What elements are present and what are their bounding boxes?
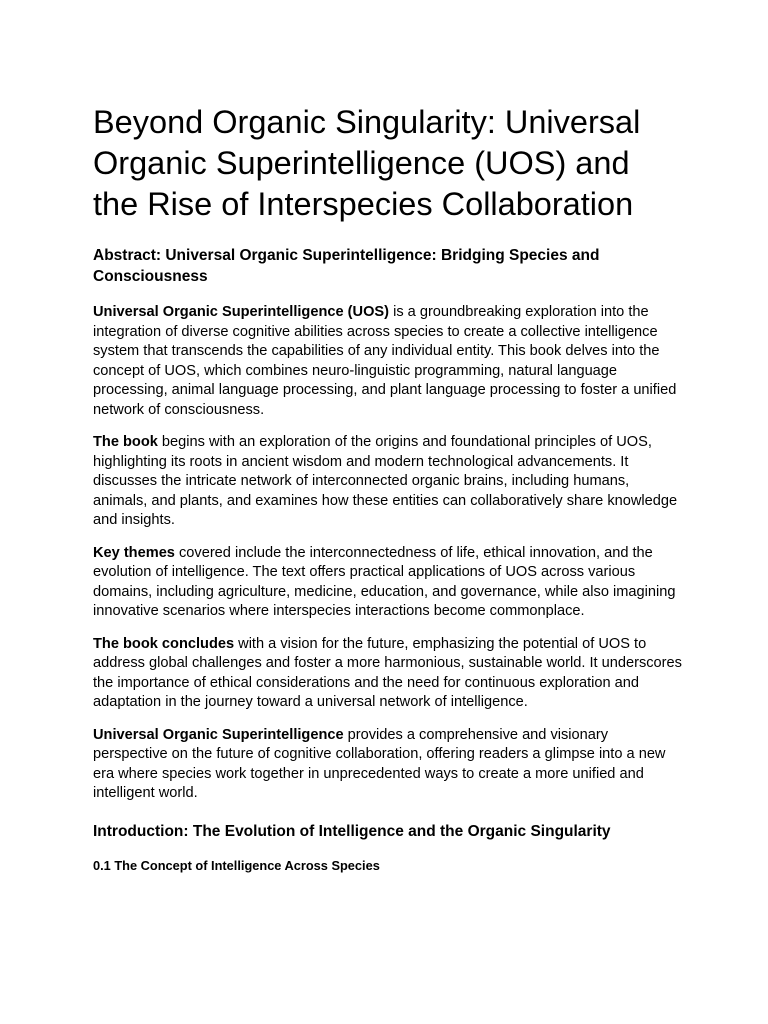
document-page (93, 102, 683, 875)
paragraph-lead: The book concludes (93, 635, 235, 652)
abstract-paragraph-5 (93, 726, 683, 804)
introduction-heading: Introduction: The Evolution of Intelligence and the Organic Singularity (93, 822, 611, 840)
document-title: Beyond Organic Singularity: Universal Organic Superintelligence (UOS) and the Rise of Interspecies Collaboration (93, 104, 641, 222)
paragraph-body: with a vision for the future, emphasizing the potential of UOS to address global challenges and foster a more harmonious, sustainable world. It underscores the importance of ethical considerations and the need for continuous exploration and adaptation in the journey toward a universal network of intelligence. (93, 635, 682, 710)
paragraph-lead: The book (93, 434, 158, 450)
abstract-paragraph-2 (93, 433, 683, 531)
paragraph-body: begins with an exploration of the origins and foundational principles of UOS, highlighting its roots in ancient wisdom and modern technological advancements. It discusses the intricate network of interconnected organic brains, including humans, animals, and plants, and examines how these entities can collaboratively share knowledge and insights. (93, 434, 678, 528)
abstract-paragraph-3 (93, 544, 683, 622)
paragraph-body: covered include the interconnectedness of life, ethical innovation, and the evolution of intelligence. The text offers practical applications of UOS across various domains, including agriculture, medicine, education, and governance, while also imagining innovative scenarios where interspecies interactions become commonplace. (93, 544, 676, 619)
paragraph-lead: Universal Organic Superintelligence (93, 726, 344, 743)
paragraph-lead: Universal Organic Superintelligence (UOS) (93, 304, 390, 320)
abstract-paragraph-1 (93, 303, 683, 420)
paragraph-body: provides a comprehensive and visionary perspective on the future of cognitive collaboration, offering readers a glimpse into a new era where species work together in unprecedented ways to create a more unified and intelligent world. (93, 726, 666, 801)
paragraph-lead: Key themes (93, 544, 175, 561)
subsection-heading: 0.1 The Concept of Intelligence Across Species (93, 857, 380, 873)
abstract-heading: Abstract: Universal Organic Superintelligence: Bridging Species and Consciousness (93, 247, 600, 285)
abstract-paragraph-4 (93, 635, 683, 713)
paragraph-body: is a groundbreaking exploration into the integration of diverse cognitive abilities across species to create a collective intelligence system that transcends the capabilities of any individual entity. This book delves into the concept of UOS, which combines neuro-linguistic programming, natural language processing, animal language processing, and plant language processing to foster a unified network of consciousness. (93, 304, 677, 418)
